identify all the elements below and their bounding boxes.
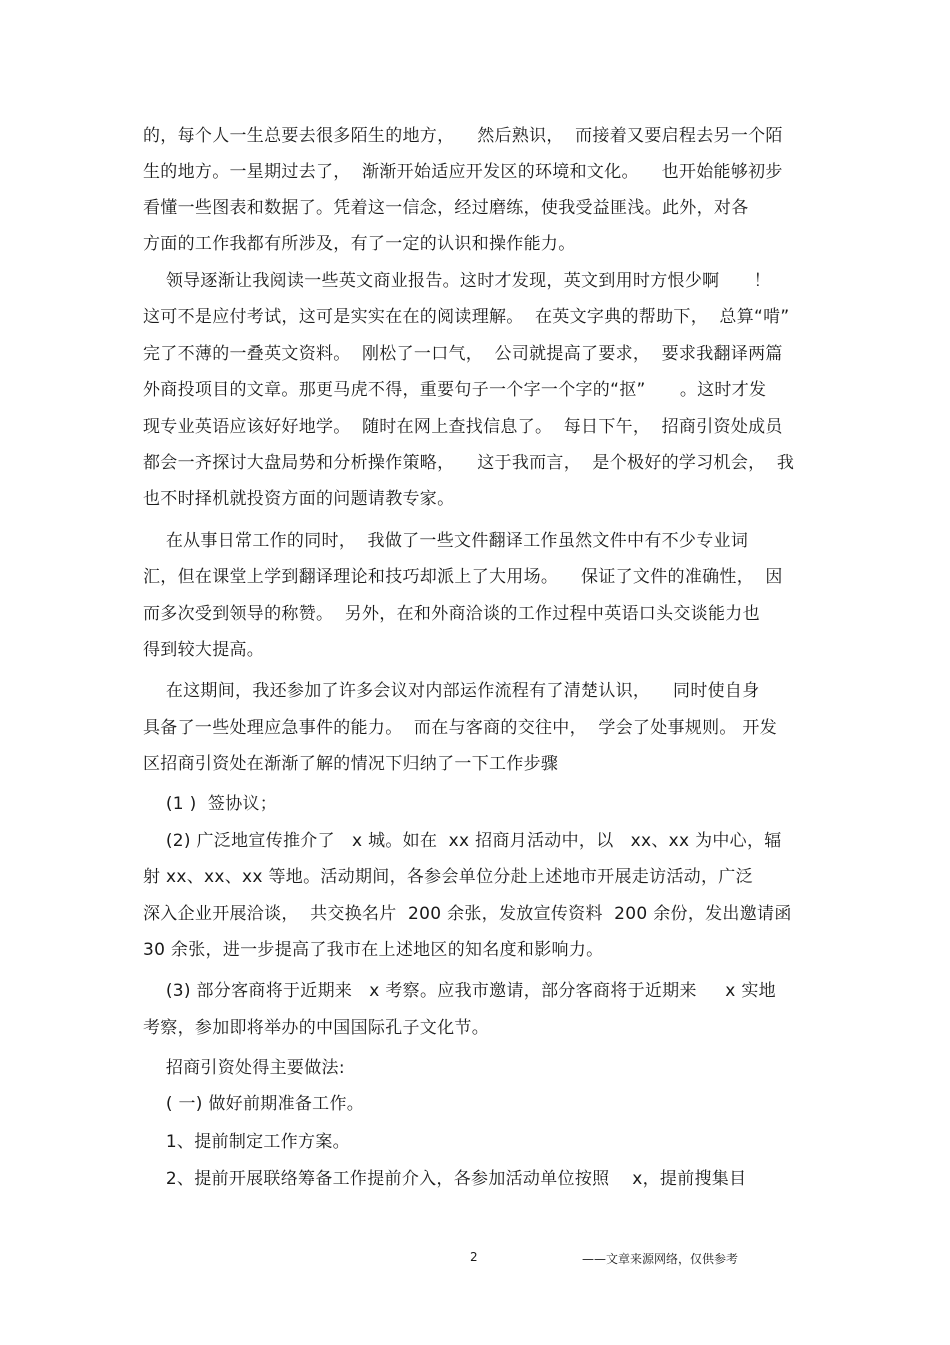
body-text-line: 这可不是应付考试，这可是实实在在的阅读理解。 在英文字典的帮助下， 总算“啃” [143, 307, 790, 327]
footer-note: ——文章来源网络，仅供参考 [582, 1252, 739, 1266]
body-text-line: 区招商引资处在渐渐了解的情况下归纳了一下工作步骤 [143, 754, 559, 774]
section-heading: 招商引资处得主要做法: [143, 1058, 345, 1078]
body-text-line: 的，每个人一生总要去很多陌生的地方， 然后熟识， 而接着又要启程去另一个陌 [143, 126, 783, 146]
body-text-line: 而多次受到领导的称赞。 另外，在和外商洽谈的工作过程中英语口头交谈能力也 [143, 604, 760, 624]
body-text-line: 方面的工作我都有所涉及，有了一定的认识和操作能力。 [143, 234, 576, 254]
body-text-line: 看懂一些图表和数据了。凭着这一信念，经过磨练，使我受益匪浅。此外，对各 [143, 198, 749, 218]
list-item: 2、提前开展联络筹备工作提前介入，各参加活动单位按照 x，提前搜集目 [143, 1169, 747, 1189]
body-text-line: 外商投项目的文章。那更马虎不得，重要句子一个字一个字的“抠” 。这时才发 [143, 380, 767, 400]
list-item: (1 ) 签协议； [143, 794, 278, 814]
list-item: (2) 广泛地宣传推介了 x 城。如在 xx 招商月活动中，以 xx、xx 为中心，辐 [143, 831, 782, 851]
body-text-line: 在从事日常工作的同时， 我做了一些文件翻译工作虽然文件中有不少专业词 [143, 531, 749, 551]
body-text-line: 完了不薄的一叠英文资料。 刚松了一口气， 公司就提高了要求， 要求我翻译两篇 [143, 344, 783, 364]
list-item: (3) 部分客商将于近期来 x 考察。应我市邀请，部分客商将于近期来 x 实地 [143, 981, 776, 1001]
body-text-line: 在这期间，我还参加了许多会议对内部运作流程有了清楚认识， 同时使自身 [143, 681, 760, 701]
body-text-line: 现专业英语应该好好地学。 随时在网上查找信息了。 每日下午， 招商引资处成员 [143, 417, 783, 437]
body-text-line: 得到较大提高。 [143, 640, 265, 660]
body-text-line: 30 余张，进一步提高了我市在上述地区的知名度和影响力。 [143, 940, 604, 960]
section-heading: ( 一) 做好前期准备工作。 [143, 1094, 365, 1114]
body-text-line: 都会一齐探讨大盘局势和分析操作策略， 这于我而言， 是个极好的学习机会， 我 [143, 453, 795, 473]
body-text-line: 汇，但在课堂上学到翻译理论和技巧却派上了大用场。 保证了文件的准确性， 因 [143, 567, 783, 587]
body-text-line: 也不时择机就投资方面的问题请教专家。 [143, 489, 455, 509]
body-text-line: 考察，参加即将举办的中国国际孔子文化节。 [143, 1018, 489, 1038]
list-item: 1、提前制定工作方案。 [143, 1132, 350, 1152]
page-number: 2 [470, 1250, 478, 1264]
body-text-line: 生的地方。一星期过去了， 渐渐开始适应开发区的环境和文化。 也开始能够初步 [143, 162, 783, 182]
body-text-line: 深入企业开展洽谈， 共交换名片 200 余张，发放宣传资料 200 余份，发出邀请函 [143, 904, 792, 924]
body-text-line: 射 xx、xx、xx 等地。活动期间，各参会单位分赴上述地市开展走访活动，广泛 [143, 867, 753, 887]
body-text-line: 领导逐渐让我阅读一些英文商业报告。这时才发现，英文到用时方恨少啊 ！ [143, 271, 771, 291]
body-text-line: 具备了一些处理应急事件的能力。 而在与客商的交往中， 学会了处事规则。 开发 [143, 718, 778, 738]
